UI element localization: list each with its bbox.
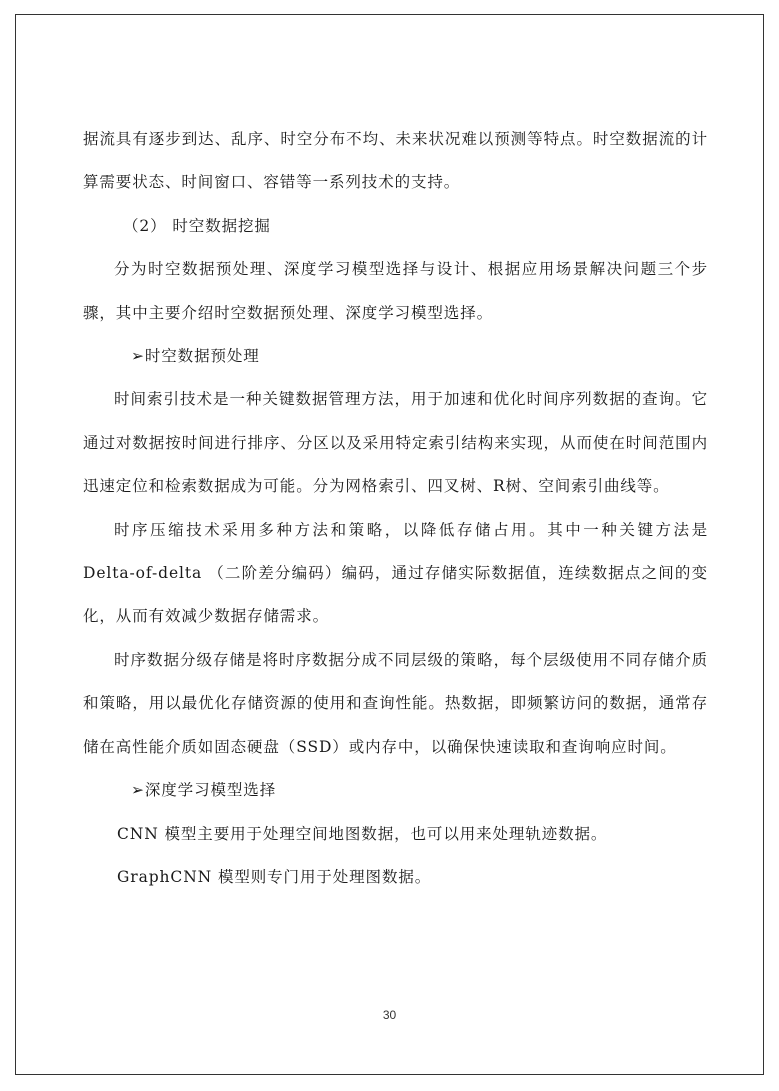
document-body bbox=[83, 118, 708, 899]
paragraph-time-index: 时间索引技术是一种关键数据管理方法，用于加速和优化时间序列数据的查询。它通过对数据按时间进行排序、分区以及采用特定索引结构来实现，从而使在时间范围内迅速定位和检索数据成为可能。分为网格索引、四叉树、R树、空间索引曲线等。 bbox=[83, 390, 708, 496]
section-heading-spatiotemporal-mining: （2） 时空数据挖掘 bbox=[123, 216, 271, 235]
paragraph-graphcnn: GraphCNN 模型则专门用于处理图数据。 bbox=[117, 867, 432, 886]
paragraph-stream-features: 据流具有逐步到达、乱序、时空分布不均、未来状况难以预测等特点。时空数据流的计算需要状态、时间窗口、容错等一系列技术的支持。 bbox=[83, 130, 708, 192]
bullet-heading-model-selection: ➢深度学习模型选择 bbox=[131, 781, 277, 800]
paragraph-tiered-storage: 时序数据分级存储是将时序数据分成不同层级的策略，每个层级使用不同存储介质和策略，用以最优化存储资源的使用和查询性能。热数据，即频繁访问的数据，通常存储在高性能介质如固态硬盘（SSD）或内存中，以确保快速读取和查询响应时间。 bbox=[83, 650, 708, 756]
paragraph-compression: 时序压缩技术采用多种方法和策略，以降低存储占用。其中一种关键方法是 Delta-of-delta （二阶差分编码）编码，通过存储实际数据值，连续数据点之间的变化，从而有效减少数据存储需求。 bbox=[83, 520, 708, 626]
paragraph-cnn: CNN 模型主要用于处理空间地图数据，也可以用来处理轨迹数据。 bbox=[117, 824, 608, 843]
bullet-heading-preprocessing: ➢时空数据预处理 bbox=[131, 347, 260, 366]
paragraph-mining-steps: 分为时空数据预处理、深度学习模型选择与设计、根据应用场景解决问题三个步骤，其中主要介绍时空数据预处理、深度学习模型选择。 bbox=[83, 260, 708, 322]
page-number: 30 bbox=[382, 1008, 397, 1022]
